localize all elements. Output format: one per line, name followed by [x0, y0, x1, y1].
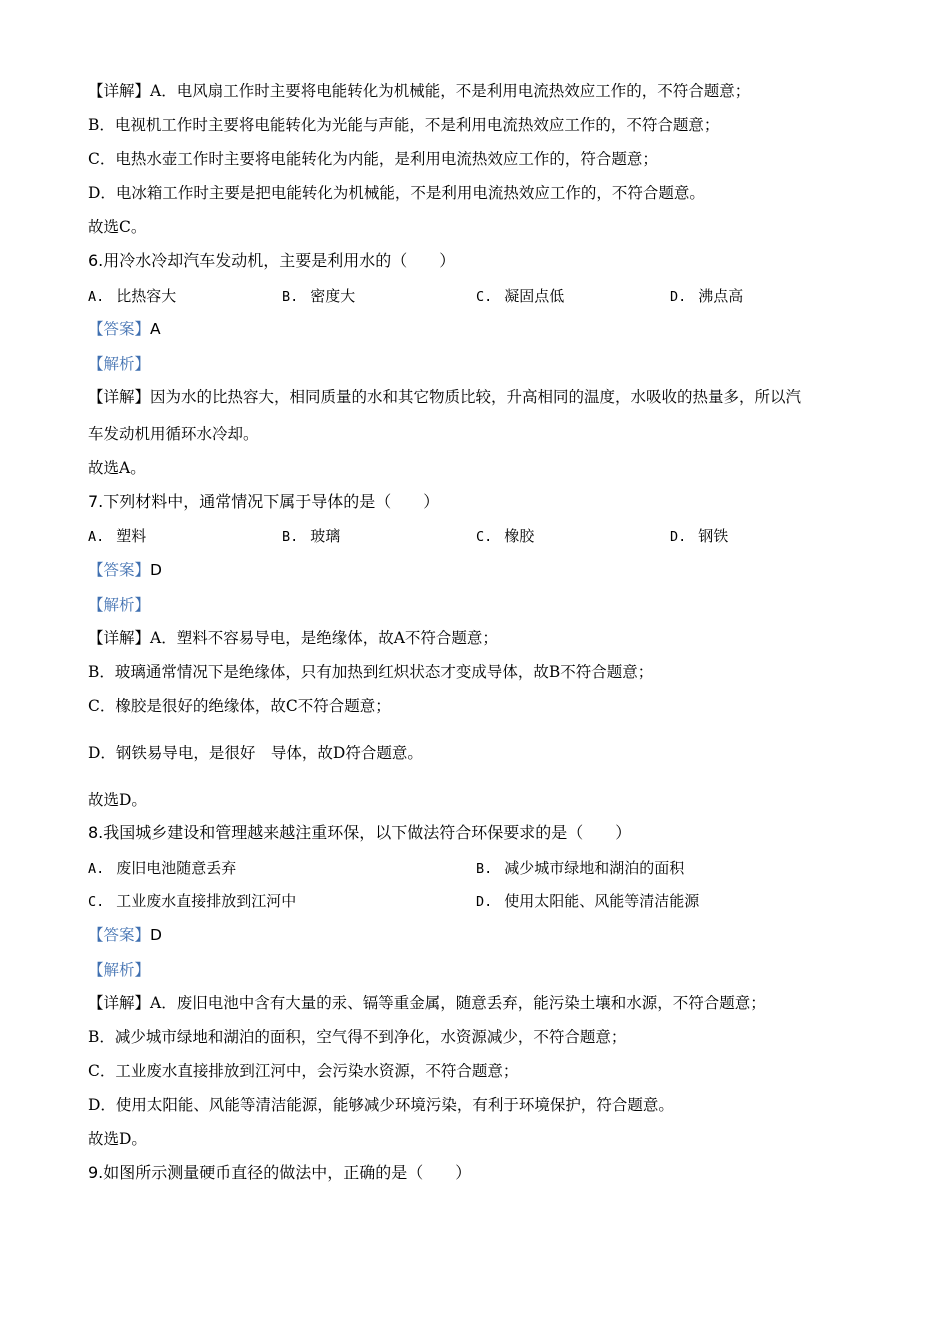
q8-option-a-letter: A.: [88, 861, 105, 877]
q8-answer-value: D: [150, 926, 162, 944]
q8-number: 8.: [88, 823, 104, 842]
q6-option-d-text: 沸点高: [698, 287, 744, 305]
q6-option-d: [670, 285, 743, 308]
q7-option-a: [88, 525, 146, 548]
q7-detail-d: D．钢铁易导电，是很好 导体，故D符合题意。: [88, 744, 423, 762]
q8-option-c-letter: C.: [88, 894, 105, 910]
q8-conclusion: 故选D。: [88, 1130, 147, 1148]
q7-analysis-tag: 【解析】: [88, 596, 151, 614]
q6-option-c: [476, 285, 564, 308]
q6-option-a: [88, 285, 176, 308]
q6-option-b-letter: B.: [282, 289, 299, 305]
q8-detail-d: D．使用太阳能、风能等清洁能源，能够减少环境污染，有利于环境保护，符合题意。: [88, 1096, 674, 1114]
q5-detail-d: D．电冰箱工作时主要是把电能转化为机械能，不是利用电流热效应工作的，不符合题意。: [88, 184, 705, 202]
q7-option-d: [670, 525, 728, 548]
q8-option-d-letter: D.: [476, 894, 493, 910]
q8-option-a: [88, 857, 236, 880]
q8-stem: 我国城乡建设和管理越来越注重环保，以下做法符合环保要求的是（ ）: [103, 823, 632, 842]
q8-option-c: [88, 890, 296, 913]
q8-option-d-text: 使用太阳能、风能等清洁能源: [504, 892, 700, 910]
q5-detail-a: 【详解】A．电风扇工作时主要将电能转化为机械能，不是利用电流热效应工作的，不符合题意；: [88, 82, 751, 100]
q6-option-a-text: 比热容大: [116, 287, 177, 305]
q8-answer: [88, 924, 162, 946]
q7-number: 7.: [88, 492, 104, 511]
q7-stem-line: [88, 491, 439, 513]
q6-detail-line2: 车发动机用循环水冷却。: [88, 425, 259, 443]
q8-analysis-tag: 【解析】: [88, 961, 151, 979]
q6-option-c-letter: C.: [476, 289, 493, 305]
q6-analysis-tag: 【解析】: [88, 355, 151, 373]
q6-option-d-letter: D.: [670, 289, 687, 305]
q6-option-b: [282, 285, 355, 308]
q6-option-c-text: 凝固点低: [504, 287, 565, 305]
q8-option-d: [476, 890, 699, 913]
q7-answer: [88, 559, 162, 581]
q5-conclusion: 故选C。: [88, 218, 147, 236]
q6-number: 6.: [88, 251, 104, 270]
q7-option-d-text: 钢铁: [698, 527, 729, 545]
q8-option-b-text: 减少城市绿地和湖泊的面积: [504, 859, 685, 877]
q6-answer-value: A: [150, 320, 161, 338]
q7-option-c-text: 橡胶: [504, 527, 535, 545]
q6-answer: [88, 318, 161, 340]
q8-stem-line: [88, 822, 631, 844]
q6-option-b-text: 密度大: [310, 287, 356, 305]
q7-answer-value: D: [150, 561, 162, 579]
q6-conclusion: 故选A。: [88, 459, 146, 477]
q8-answer-tag: 【答案】: [88, 926, 151, 944]
q8-detail-b: B．减少城市绿地和湖泊的面积，空气得不到净化，水资源减少，不符合题意；: [88, 1028, 627, 1046]
q5-detail-c: C．电热水壶工作时主要将电能转化为内能，是利用电流热效应工作的，符合题意；: [88, 150, 658, 168]
q9-number: 9.: [88, 1163, 104, 1182]
q7-detail-c: C．橡胶是很好的绝缘体，故C不符合题意；: [88, 697, 391, 715]
q7-stem: 下列材料中，通常情况下属于导体的是（ ）: [103, 492, 440, 511]
q7-option-b-letter: B.: [282, 529, 299, 545]
q7-option-b-text: 玻璃: [310, 527, 341, 545]
q7-detail-b: B．玻璃通常情况下是绝缘体，只有加热到红炽状态才变成导体，故B不符合题意；: [88, 663, 654, 681]
q8-option-b: [476, 857, 684, 880]
q7-option-d-letter: D.: [670, 529, 687, 545]
q6-option-a-letter: A.: [88, 289, 105, 305]
q7-option-c-letter: C.: [476, 529, 493, 545]
q8-detail-a: 【详解】A．废旧电池中含有大量的汞、镉等重金属，随意丢弃，能污染土壤和水源，不符合题意；: [88, 994, 766, 1012]
q8-option-c-text: 工业废水直接排放到江河中: [116, 892, 297, 910]
q8-option-b-letter: B.: [476, 861, 493, 877]
q7-conclusion: 故选D。: [88, 791, 147, 809]
q5-detail-b: B．电视机工作时主要将电能转化为光能与声能，不是利用电流热效应工作的，不符合题意；: [88, 116, 720, 134]
q7-option-c: [476, 525, 534, 548]
q7-option-a-text: 塑料: [116, 527, 147, 545]
q6-stem-line: [88, 250, 455, 272]
q6-stem: 用冷水冷却汽车发动机，主要是利用水的（ ）: [103, 251, 456, 270]
q8-detail-c: C．工业废水直接排放到江河中，会污染水资源，不符合题意；: [88, 1062, 519, 1080]
q7-answer-tag: 【答案】: [88, 561, 151, 579]
q7-detail-a: 【详解】A．塑料不容易导电，是绝缘体，故A不符合题意；: [88, 629, 498, 647]
q9-stem: 如图所示测量硬币直径的做法中，正确的是（ ）: [103, 1163, 472, 1182]
q7-option-a-letter: A.: [88, 529, 105, 545]
q7-option-b: [282, 525, 340, 548]
q6-detail-line1: 【详解】因为水的比热容大，相同质量的水和其它物质比较，升高相同的温度，水吸收的热量多，所以汽: [88, 388, 802, 406]
q6-answer-tag: 【答案】: [88, 320, 151, 338]
q8-option-a-text: 废旧电池随意丢弃: [116, 859, 237, 877]
q9-stem-line: [88, 1162, 471, 1184]
